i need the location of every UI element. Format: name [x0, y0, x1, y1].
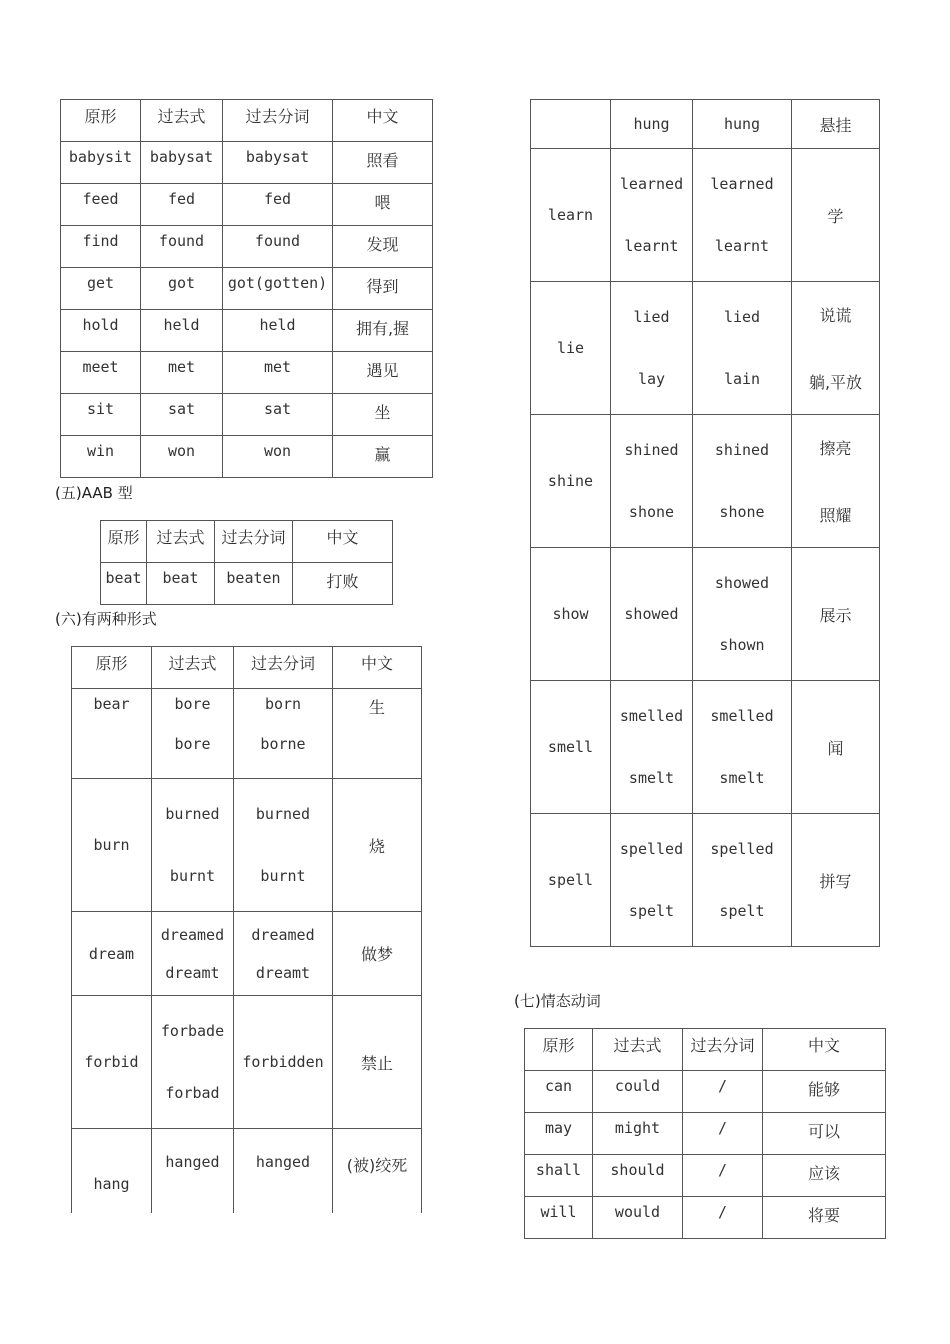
header-past-participle: 过去分词: [223, 100, 333, 142]
cell-past-tense: got: [141, 268, 223, 310]
cell-past-tense: fed: [141, 184, 223, 226]
header-row: [61, 100, 433, 142]
section-five-label: (五)AAB 型: [55, 484, 133, 502]
header-past-tense: 过去式: [593, 1029, 683, 1071]
table-row: [525, 1197, 886, 1239]
cell-past-participle: [693, 814, 792, 947]
header-past-tense: 过去式: [147, 521, 215, 563]
header-chinese: 中文: [333, 100, 433, 142]
cell-base-form: [531, 814, 611, 947]
cell-chinese: [792, 814, 880, 947]
cell-past-participle: [234, 689, 333, 779]
cell-line: spelled: [710, 840, 774, 858]
cell-chinese: 将要: [763, 1197, 886, 1239]
section-seven-label: (七)情态动词: [514, 992, 601, 1010]
cell-past-tense: [611, 548, 693, 681]
cell-base-form: [531, 681, 611, 814]
cell-line: burned: [165, 805, 220, 823]
cell-base-form: sit: [61, 394, 141, 436]
header-row: [101, 521, 393, 563]
cell-line: 悬挂: [819, 115, 852, 135]
cell-past-tense: met: [141, 352, 223, 394]
cell-line: learn: [547, 206, 594, 224]
cell-chinese: [792, 681, 880, 814]
cell-line: smelt: [628, 769, 675, 787]
cell-line: shined: [714, 441, 770, 459]
cell-chinese: [792, 548, 880, 681]
cell-past-tense: [152, 779, 234, 912]
cell-line: 闻: [827, 738, 844, 758]
table-row: [531, 548, 880, 681]
cell-line: learned: [710, 175, 774, 193]
cell-line: spelled: [619, 840, 684, 858]
cell-line: 生: [368, 698, 385, 717]
cell-base-form: [531, 282, 611, 415]
cell-base-form: [72, 779, 152, 912]
cell-past-participle: beaten: [215, 563, 293, 605]
cell-base-form: beat: [101, 563, 147, 605]
table-row: [61, 184, 433, 226]
table-row: [61, 436, 433, 478]
cell-line: born: [264, 695, 302, 713]
cell-past-tense: [611, 814, 693, 947]
cell-past-tense: [611, 100, 693, 149]
cell-past-tense: would: [593, 1197, 683, 1239]
aab-verb-table: [100, 520, 393, 605]
cell-line: dream: [88, 944, 135, 963]
cell-past-participle: met: [223, 352, 333, 394]
cell-line: 拼写: [819, 871, 852, 891]
cell-line: hung: [723, 115, 761, 133]
cell-line: hanged: [255, 1153, 311, 1171]
cell-line: forbad: [165, 1084, 220, 1102]
cell-base-form: can: [525, 1071, 593, 1113]
cell-line: hanged: [165, 1153, 220, 1171]
header-past-participle: 过去分词: [215, 521, 293, 563]
cell-past-tense: [152, 689, 234, 779]
cell-base-form: [531, 415, 611, 548]
cell-past-tense: babysat: [141, 142, 223, 184]
cell-base-form: get: [61, 268, 141, 310]
two-forms-verb-table-continued: [530, 99, 880, 947]
cell-base-form: [531, 149, 611, 282]
cell-chinese: 发现: [333, 226, 433, 268]
cell-past-participle: [693, 415, 792, 548]
cell-line: shone: [719, 503, 765, 521]
cell-chinese: [792, 415, 880, 548]
cell-line: burnt: [169, 867, 216, 885]
cell-base-form: feed: [61, 184, 141, 226]
cell-base-form: may: [525, 1113, 593, 1155]
cell-past-participle: held: [223, 310, 333, 352]
cell-chinese: 拥有,握: [333, 310, 433, 352]
cell-chinese: 坐: [333, 394, 433, 436]
cell-past-participle: /: [683, 1155, 763, 1197]
cell-line: forbidden: [242, 1053, 324, 1071]
cell-line: lay: [637, 370, 666, 388]
cell-base-form: [72, 689, 152, 779]
cell-past-participle: [234, 912, 333, 996]
table-row: [61, 310, 433, 352]
cell-line: learnt: [624, 237, 679, 255]
cell-base-form: [72, 996, 152, 1129]
cell-line: dreamt: [255, 963, 311, 982]
header-past-tense: 过去式: [152, 647, 234, 689]
cell-line: dreamt: [165, 963, 220, 982]
header-past-participle: 过去分词: [234, 647, 333, 689]
two-forms-verb-table: [71, 646, 422, 1213]
table-row: [61, 268, 433, 310]
header-row: [525, 1029, 886, 1071]
cell-line: spelt: [628, 902, 675, 920]
cell-past-participle: [234, 1129, 333, 1213]
cell-chinese: 赢: [333, 436, 433, 478]
cell-past-tense: [152, 1129, 234, 1213]
cell-line: dreamed: [160, 925, 225, 944]
cell-base-form: will: [525, 1197, 593, 1239]
cell-past-participle: [234, 996, 333, 1129]
cell-line: shown: [719, 636, 765, 654]
cell-line: borne: [260, 735, 306, 753]
cell-line: shine: [547, 472, 594, 490]
cell-past-tense: [611, 149, 693, 282]
cell-chinese: [333, 779, 422, 912]
cell-line: shone: [628, 503, 675, 521]
cell-line: 说谎: [819, 306, 852, 325]
cell-chinese: [333, 996, 422, 1129]
header-base-form: 原形: [101, 521, 147, 563]
header-row: [72, 647, 422, 689]
cell-past-participle: fed: [223, 184, 333, 226]
table-row: [525, 1113, 886, 1155]
table-row: [525, 1155, 886, 1197]
cell-line: 展示: [819, 605, 852, 625]
cell-line: hang: [93, 1175, 130, 1193]
cell-line: learnt: [714, 237, 770, 255]
cell-past-tense: found: [141, 226, 223, 268]
cell-line: bear: [93, 695, 130, 713]
cell-chinese: [333, 912, 422, 996]
header-chinese: 中文: [333, 647, 422, 689]
cell-line: 禁止: [360, 1053, 393, 1073]
cell-past-tense: [152, 996, 234, 1129]
table-row: [72, 1129, 422, 1213]
table-row: [531, 282, 880, 415]
cell-past-tense: won: [141, 436, 223, 478]
verb-table-prev: [60, 99, 433, 478]
table-row: [531, 681, 880, 814]
cell-line: forbade: [160, 1022, 225, 1040]
cell-base-form: [72, 912, 152, 996]
cell-past-participle: sat: [223, 394, 333, 436]
table-row: [531, 415, 880, 548]
cell-past-participle: /: [683, 1197, 763, 1239]
cell-past-participle: [693, 100, 792, 149]
modal-verb-table: [524, 1028, 886, 1239]
cell-past-participle: found: [223, 226, 333, 268]
cell-past-participle: /: [683, 1113, 763, 1155]
cell-chinese: 喂: [333, 184, 433, 226]
table-row: [525, 1071, 886, 1113]
header-base-form: 原形: [72, 647, 152, 689]
cell-line: bore: [174, 735, 211, 753]
header-past-participle: 过去分词: [683, 1029, 763, 1071]
table-row: [531, 814, 880, 947]
cell-line: lied: [633, 308, 670, 326]
cell-base-form: meet: [61, 352, 141, 394]
cell-base-form: find: [61, 226, 141, 268]
table-row: [61, 394, 433, 436]
cell-chinese: [792, 149, 880, 282]
cell-chinese: 得到: [333, 268, 433, 310]
cell-line: burned: [255, 805, 311, 823]
cell-past-participle: won: [223, 436, 333, 478]
cell-chinese: 遇见: [333, 352, 433, 394]
cell-chinese: [333, 1129, 422, 1213]
cell-base-form: [72, 1129, 152, 1213]
cell-line: lain: [723, 370, 761, 388]
cell-line: show: [552, 605, 589, 623]
cell-line: spelt: [719, 902, 765, 920]
cell-past-participle: [693, 548, 792, 681]
cell-base-form: shall: [525, 1155, 593, 1197]
cell-line: bore: [174, 695, 211, 713]
cell-line: (被)绞死: [346, 1156, 408, 1175]
header-chinese: 中文: [763, 1029, 886, 1071]
cell-line: burn: [93, 836, 130, 854]
cell-past-participle: [693, 282, 792, 415]
cell-line: 擦亮: [819, 439, 852, 458]
table-row: [72, 912, 422, 996]
cell-past-tense: [611, 681, 693, 814]
header-base-form: 原形: [525, 1029, 593, 1071]
table-row: [72, 689, 422, 779]
cell-line: lied: [723, 308, 761, 326]
table-row: [101, 563, 393, 605]
cell-past-tense: [152, 912, 234, 996]
table-row: [61, 142, 433, 184]
cell-line: smelled: [619, 707, 684, 725]
cell-past-tense: beat: [147, 563, 215, 605]
cell-line: showed: [624, 605, 679, 623]
cell-past-participle: /: [683, 1071, 763, 1113]
cell-past-participle: [693, 149, 792, 282]
cell-line: learned: [619, 175, 684, 193]
cell-base-form: [531, 548, 611, 681]
cell-line: 做梦: [360, 945, 393, 964]
cell-past-participle: got(gotten): [223, 268, 333, 310]
cell-base-form: babysit: [61, 142, 141, 184]
cell-chinese: 能够: [763, 1071, 886, 1113]
cell-past-tense: [611, 415, 693, 548]
header-chinese: 中文: [293, 521, 393, 563]
cell-past-tense: could: [593, 1071, 683, 1113]
cell-line: dreamed: [251, 925, 315, 944]
cell-past-participle: [693, 681, 792, 814]
cell-past-tense: held: [141, 310, 223, 352]
cell-line: burnt: [260, 867, 306, 885]
cell-line: showed: [714, 574, 770, 592]
cell-line: 烧: [368, 836, 385, 856]
table-row: [72, 779, 422, 912]
cell-chinese: [792, 100, 880, 149]
table-row: [72, 996, 422, 1129]
cell-line: spell: [547, 871, 594, 889]
table-row: [531, 149, 880, 282]
cell-line: shined: [624, 441, 679, 459]
cell-line: 躺,平放: [808, 373, 863, 392]
cell-line: 学: [827, 206, 844, 226]
cell-line: hung: [633, 115, 670, 133]
cell-chinese: 照看: [333, 142, 433, 184]
cell-line: forbid: [84, 1053, 139, 1071]
cell-base-form: win: [61, 436, 141, 478]
cell-base-form: hold: [61, 310, 141, 352]
cell-past-participle: [234, 779, 333, 912]
cell-past-participle: babysat: [223, 142, 333, 184]
table-row: [61, 352, 433, 394]
section-six-label: (六)有两种形式: [55, 610, 157, 628]
cell-past-tense: might: [593, 1113, 683, 1155]
cell-chinese: 应该: [763, 1155, 886, 1197]
cell-chinese: 可以: [763, 1113, 886, 1155]
cell-past-tense: sat: [141, 394, 223, 436]
cell-chinese: 打败: [293, 563, 393, 605]
cell-line: 照耀: [819, 506, 852, 525]
cell-chinese: [333, 689, 422, 779]
cell-line: smell: [547, 738, 594, 756]
cell-line: smelt: [719, 769, 765, 787]
cell-line: lie: [556, 339, 585, 357]
table-row: [61, 226, 433, 268]
cell-chinese: [792, 282, 880, 415]
header-base-form: 原形: [61, 100, 141, 142]
cell-base-form: [531, 100, 611, 149]
header-past-tense: 过去式: [141, 100, 223, 142]
cell-line: smelled: [710, 707, 774, 725]
table-row: [531, 100, 880, 149]
cell-past-tense: [611, 282, 693, 415]
cell-past-tense: should: [593, 1155, 683, 1197]
